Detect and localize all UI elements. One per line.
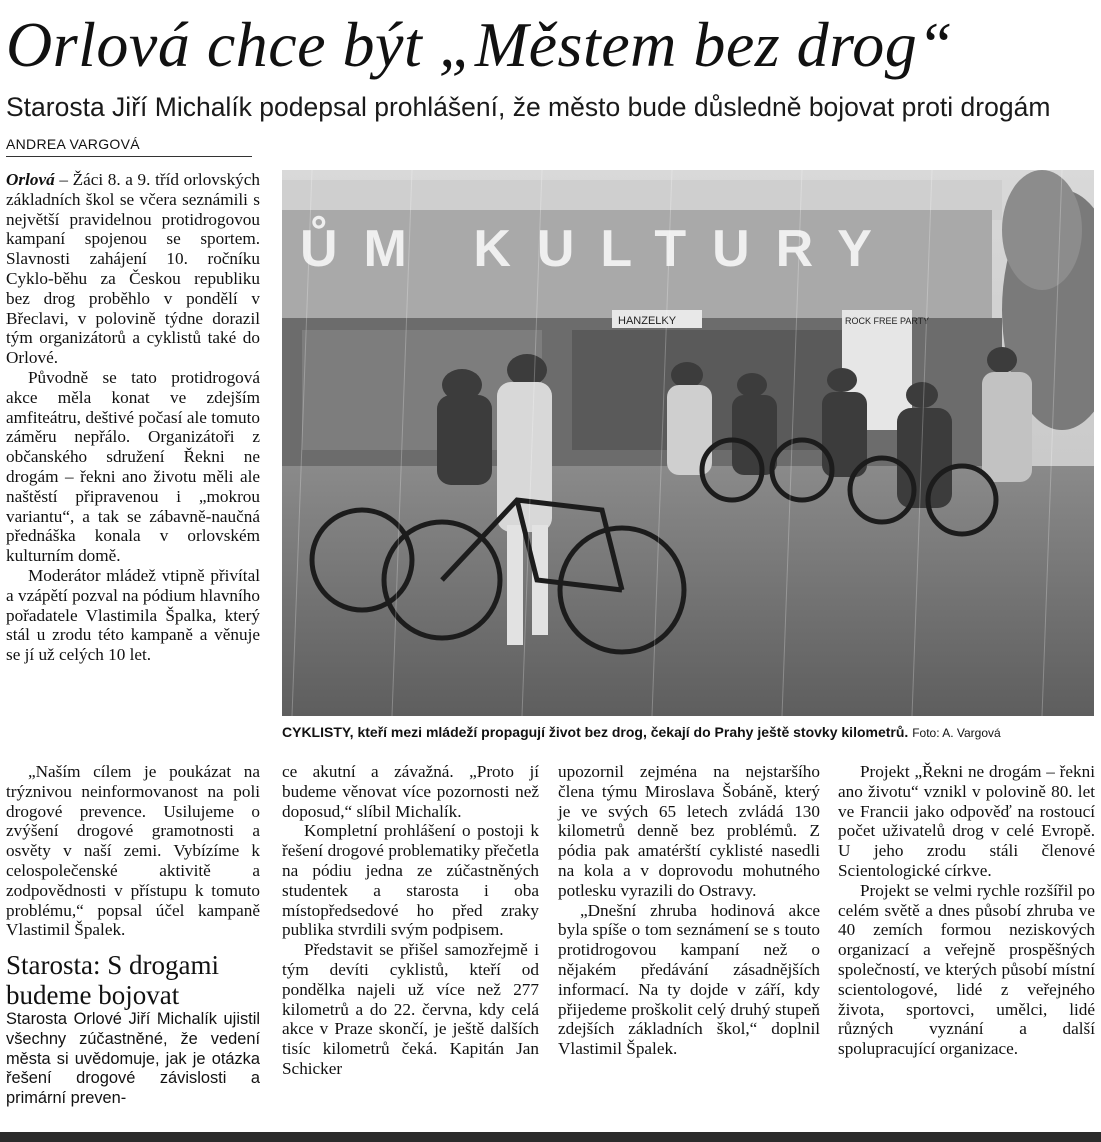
bottom-edge-band xyxy=(0,1132,1101,1142)
article-column-1-continued xyxy=(6,762,260,940)
news-photo-cyclists xyxy=(282,170,1094,716)
photo-credit: Foto: A. Vargová xyxy=(912,726,1001,740)
paragraph: Původně se tato protidrogová akce měla konat ve zdejším amfiteátru, deštivé počasí ale tomuto záměru nepřálo. Organizátoři z občanského sdružení Řekni ne drogám – řekni ano životu měli ale naštěstí připravenou i „mokrou variantu“, a tak se zábavně-naučná přednáška konala v orlovském kulturním domě. xyxy=(6,367,260,566)
dateline: Orlová xyxy=(6,170,55,189)
article-column-1-after-subheading xyxy=(6,1010,260,1109)
paragraph: Kompletní prohlášení o postoji k řešení drogové problematiky přečetla na pódiu jedna ze zúčastněných studentek a starosta i oba místopředsedové ho před zraky publika stvrdili svým podpisem. xyxy=(282,821,539,940)
subheadline: Starosta Jiří Michalík podepsal prohlášení, že město bude důsledně bojovat proti drogám xyxy=(6,92,1051,122)
byline-rule xyxy=(6,156,252,157)
author-byline: ANDREA VARGOVÁ xyxy=(6,136,140,152)
poster-text-2: ROCK FREE PARTY xyxy=(845,316,930,326)
building-sign: ŮM KULTURY xyxy=(300,220,898,278)
photo-illustration xyxy=(282,170,1094,716)
headline: Orlová chce být „Městem bez drog“ xyxy=(6,9,954,80)
paragraph: „Naším cílem je poukázat na trýznivou neinformovanost na poli drogové prevence. Usilujeme o zvýšení drogové gramotnosti a osvěty v naší zemi. Vybízíme k celospolečenské aktivitě a zodpovědnosti v přístupu k tomuto problému,“ popsal účel kampaně Vlastimil Špalek. xyxy=(6,762,260,940)
paragraph: Projekt se velmi rychle rozšířil po celém světě a dnes působí zhruba ve 40 zemích formou neziskových organizací a veřejně prospěšných společností, ve kterých působí místní scientologové, lidé z veřejného života, sportovci, umělci, lidé různých vyznání a další spolupracující organizace. xyxy=(838,880,1095,1059)
photo-caption xyxy=(282,723,1094,742)
paragraph: Projekt „Řekni ne drogám – řekni ano životu“ vznikl v polovině 80. let ve Francii jako odpověď na rostoucí počet uživatelů drog v celé Evropě. U jeho zrodu stáli členové Scientologické církve. xyxy=(838,762,1095,880)
paragraph: „Dnešní zhruba hodinová akce byla spíše o tom seznámení se s touto protidrogovou kampaní než o nějakém předávání zásadnějších informací. Na ty dojde v září, kdy přijedeme proškolit celý druhý stupeň zdejších základních škol,“ doplnil Vlastimil Špalek. xyxy=(558,900,820,1059)
paragraph xyxy=(6,170,260,368)
article-column-2 xyxy=(282,762,539,1079)
paragraph-text: – Žáci 8. a 9. tříd orlovských základních škol se včera seznámili s největší pravidelnou protidrogovou kampaní spojenou se sportem. Slavnosti zahájení 10. ročníku Cyklo-běhu za Českou republiku bez drog proběhlo v pondělí v Břeclavi, v polovině týdne dorazil tým organizátorů a cyklistů také do Orlové. xyxy=(6,170,260,368)
article-column-1 xyxy=(6,170,260,665)
paragraph: Představit se přišel samozřejmě i tým devíti cyklistů, kteří od pondělka najeli už více než 277 kilometrů a do 22. června, kdy celá akce v Praze skončí, je ještě dalších tisíc kilometrů čeká. Kapitán Jan Schicker xyxy=(282,940,539,1078)
caption-text: kteří mezi mládeží propagují život bez drog, čekají do Prahy ještě stovky kilometrů. xyxy=(353,724,909,740)
paragraph: ce akutní a závažná. „Proto jí budeme věnovat více pozornosti než doposud,“ slíbil Michalík. xyxy=(282,762,539,821)
paragraph: Starosta Orlové Jiří Michalík ujistil všechny zúčastněné, že vedení města si uvědomuje, jak je otázka řešení drogové závislosti a primární preven- xyxy=(6,1010,260,1108)
article-column-3 xyxy=(558,762,820,1059)
paragraph: Moderátor mládež vtipně přivítal a vzápětí pozval na pódium hlavního pořadatele Vlastimila Špalka, který stál u zrodu této kampaně a věnuje se jí už celých 10 let. xyxy=(6,565,260,665)
caption-lead: CYKLISTY, xyxy=(282,724,354,740)
poster-text-1: HANZELKY xyxy=(618,315,677,327)
section-subheading: Starosta: S drogami budeme bojovat xyxy=(6,950,219,1010)
article-column-4 xyxy=(838,762,1095,1059)
paragraph: upozornil zejména na nejstaršího člena týmu Miroslava Šobáně, který je ve svých 65 letech zvládá 130 kilometrů denně bez problémů. Z pódia pak amatérští cyklisté nasedli na kola a v doprovodu mohutného potlesku vyrazili do Ostravy. xyxy=(558,762,820,900)
